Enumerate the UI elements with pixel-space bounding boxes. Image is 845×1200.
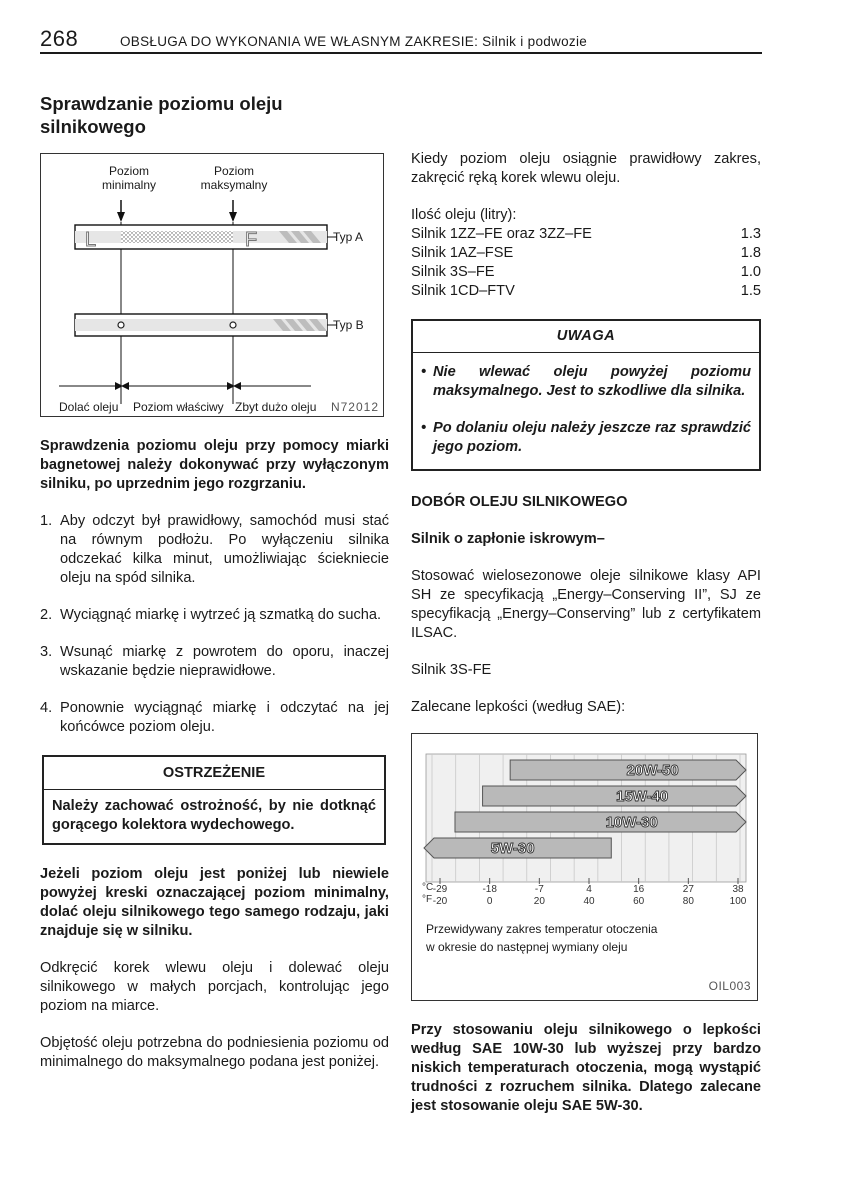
viscosity-bar-label: 15W-40 (616, 788, 669, 805)
header-title: OBSŁUGA DO WYKONANIA WE WŁASNYM ZAKRESIE: Silnik i podwozie (120, 34, 588, 49)
full-level-paragraph: Kiedy poziom oleju osiągnie prawidłowy zakres, zakręcić ręką korek wlewu oleju. (411, 151, 761, 186)
oil-liters: 1.3 (740, 226, 761, 242)
label-max-level: Poziom maksymalny (200, 164, 268, 192)
refill-paragraph: Odkręcić korek wlewu oleju i dolewać oleju silnikowego w małych porcjach, kontrolując jego poziom na miarce. (40, 960, 389, 1014)
footer-paragraph: Przy stosowaniu oleju silnikowego o lepkości według SAE 10W-30 lub wyższej przy bardzo niskich temperaturach otoczenia, mogą wystąpić trudności z rozruchem silnika. Dlatego zalecane jest stosowanie oleju SAE 5W-30. (411, 1022, 761, 1114)
table-row (411, 263, 761, 282)
step-text: Wsunąć miarkę z powrotem do oporu, inaczej wskazanie będzie nieprawidłowe. (60, 644, 389, 679)
viscosity-chart (412, 734, 759, 1002)
section-title: Sprawdzanie poziomu oleju silnikowego (40, 93, 283, 137)
tick-label-c: 4 (586, 884, 592, 895)
list-item (40, 699, 389, 737)
step-number: 3. (40, 644, 53, 660)
tick-label-f: 20 (533, 896, 545, 907)
tick-label-f: 40 (583, 896, 595, 907)
page-header (40, 28, 762, 54)
figure-code: N72012 (330, 400, 379, 414)
tick-label-f: 60 (633, 896, 645, 907)
table-row (411, 225, 761, 244)
viscosity-bar (483, 786, 746, 806)
right-column (411, 150, 761, 1134)
dipstick-figure (40, 153, 384, 417)
label-type-a: Typ A (333, 230, 364, 244)
engine-label: Silnik 3S-FE (411, 662, 492, 678)
quantity-header: Ilość oleju (litry): (411, 207, 517, 223)
engine-name: Silnik 1AZ–FSE (411, 245, 514, 261)
step-text: Wyciągnąć miarkę i wytrzeć ją szmatką do sucha. (60, 607, 382, 623)
oil-liters: 1.5 (740, 283, 761, 299)
tick-label-f: -20 (432, 896, 448, 907)
viscosity-caption-line-1: Przewidywany zakres temperatur otoczenia (426, 922, 658, 936)
viscosity-chart-figure (411, 733, 758, 1001)
label-min-level: Poziom minimalny (101, 164, 156, 192)
notice-item-text: Po dolaniu oleju należy jeszcze raz sprawdzić jego poziom. (433, 420, 751, 455)
notice-item-text: Nie wlewać oleju powyżej poziomu maksymalnego. Jest to szkodliwe dla silnika. (433, 364, 751, 399)
step-number: 1. (40, 513, 53, 529)
list-item (40, 643, 389, 681)
viscosity-label: Zalecane lepkości (według SAE): (411, 699, 626, 715)
viscosity-bar (455, 812, 746, 832)
notice-item (421, 363, 751, 401)
oil-quantity-table (411, 206, 761, 301)
step-number: 2. (40, 607, 53, 623)
tick-label-f: 100 (729, 896, 747, 907)
viscosity-caption-line-2: w okresie do następnej wymiany oleju (426, 940, 628, 954)
spark-engine-heading: Silnik o zapłonie iskrowym– (411, 531, 605, 547)
bullet-icon: • (421, 420, 427, 436)
dipstick-type-a (75, 225, 327, 251)
tick-label-f: 80 (682, 896, 694, 907)
dipstick-type-b (75, 314, 327, 336)
table-row (411, 244, 761, 263)
step-number: 4. (40, 700, 53, 716)
viscosity-bar-label: 5W-30 (490, 840, 535, 857)
notice-item (421, 419, 751, 457)
caption-correct-level: Poziom właściwy (133, 400, 224, 414)
notice-box (411, 319, 761, 471)
warning-text: Należy zachować ostrożność, by nie dotknąć gorącego kolektora wydechowego. (52, 798, 376, 833)
warning-box (42, 755, 386, 845)
label-type-b: Typ B (333, 318, 364, 332)
oil-selection-heading: DOBÓR OLEJU SILNIKOWEGO (411, 494, 628, 510)
volume-paragraph: Objętość oleju potrzebna do podniesienia poziomu od minimalnego do maksymalnego podana jest poniżej. (40, 1035, 389, 1070)
notice-body (413, 353, 759, 469)
viscosity-bar-label: 10W-30 (605, 814, 658, 831)
mark-f: F (245, 229, 258, 251)
tick-label-c: -29 (432, 884, 448, 895)
tick-label-c: -7 (534, 884, 544, 895)
list-item (40, 606, 389, 625)
notice-title: UWAGA (413, 321, 759, 353)
caption-add-oil: Dolać oleju (59, 400, 119, 414)
scale-c-label: °C (422, 882, 434, 893)
tick-label-c: 27 (682, 884, 694, 895)
oil-liters: 1.8 (740, 245, 761, 261)
intro-paragraph: Sprawdzenia poziomu oleju przy pomocy miarki bagnetowej należy dokonywać przy wyłączonym silniku, po uprzednim jego rozgrzaniu. (40, 438, 389, 492)
viscosity-bar-label: 20W-50 (626, 762, 679, 779)
bullet-icon: • (421, 364, 427, 380)
viscosity-caption (426, 920, 657, 956)
dipstick-diagram (41, 154, 385, 418)
tick-label-c: 16 (633, 884, 645, 895)
warning-title: OSTRZEŻENIE (44, 757, 384, 790)
page-number: 268 (40, 26, 79, 51)
steps-list (40, 512, 389, 737)
list-item (40, 512, 389, 588)
mark-l: L (85, 229, 97, 251)
step-text: Ponownie wyciągnąć miarkę i odczytać na jej końcówce poziom oleju. (60, 700, 389, 735)
caption-too-much: Zbyt dużo oleju (235, 400, 317, 414)
engine-name: Silnik 3S–FE (411, 264, 495, 280)
engine-name: Silnik 1ZZ–FE oraz 3ZZ–FE (411, 226, 592, 242)
low-level-paragraph: Jeżeli poziom oleju jest poniżej lub niewiele powyżej kreski oznaczającej poziom minimalny, dolać oleju silnikowego tego samego rodzaju, jaki znajduje się w silniku. (40, 866, 389, 939)
step-text: Aby odczyt był prawidłowy, samochód musi stać na równym podłożu. Po wyłączeniu silnika odczekać kilka minut, umożliwiając ściekniecie oleju na spód silnika. (60, 513, 389, 586)
left-column (40, 92, 389, 1090)
oil-liters: 1.0 (740, 264, 761, 280)
viscosity-chart-code: OIL003 (708, 979, 751, 993)
engine-name: Silnik 1CD–FTV (411, 283, 515, 299)
table-row (411, 282, 761, 301)
recommendation-paragraph: Stosować wielosezonowe oleje silnikowe klasy API SH ze specyfikacją „Energy–Conserving II”, SJ ze specyfikacją „Energy–Conserving” lub z certyfikatem ILSAC. (411, 568, 761, 641)
tick-label-c: -18 (482, 884, 497, 895)
tick-label-c: 38 (732, 884, 744, 895)
tick-label-f: 0 (486, 896, 493, 907)
scale-f-label: °F (422, 894, 433, 905)
